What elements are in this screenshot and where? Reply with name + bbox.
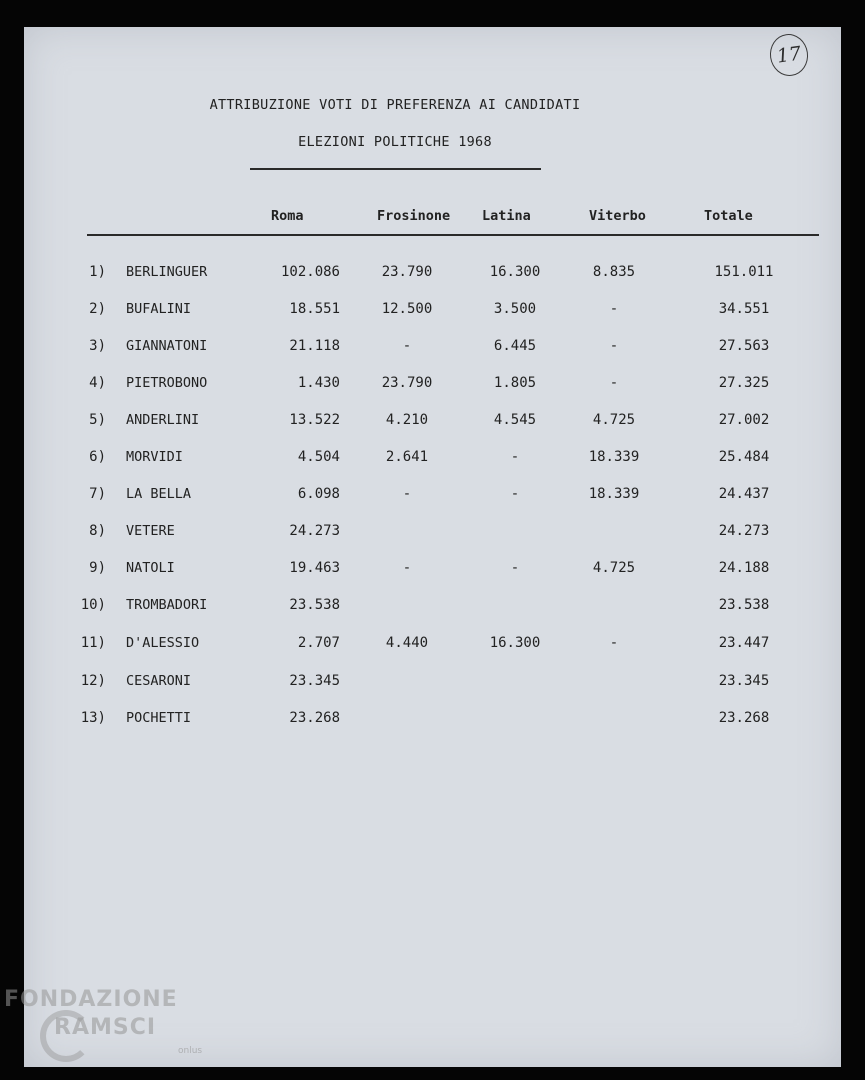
cell-name: MORVIDI	[126, 449, 183, 465]
cell-viterbo: 18.339	[588, 486, 640, 502]
cell-name: POCHETTI	[126, 710, 192, 726]
cell-roma: 24.273	[289, 523, 340, 539]
cell-name: ANDERLINI	[126, 412, 200, 428]
cell-roma: 18.551	[289, 301, 340, 317]
column-header-frosinone: Frosinone	[377, 208, 451, 224]
cell-roma: 102.086	[280, 264, 340, 280]
column-header-roma: Roma	[271, 208, 304, 224]
cell-name: BERLINGUER	[126, 264, 208, 280]
cell-viterbo: -	[609, 635, 619, 651]
cell-frosinone: -	[402, 486, 412, 502]
watermark	[4, 986, 178, 1042]
cell-roma: 23.538	[289, 597, 340, 613]
table-row	[0, 523, 865, 543]
cell-roma: 23.268	[289, 710, 340, 726]
cell-totale: 27.325	[718, 375, 770, 391]
cell-totale: 24.273	[718, 523, 770, 539]
cell-viterbo: -	[609, 338, 619, 354]
cell-name: GIANNATONI	[126, 338, 208, 354]
cell-viterbo: 8.835	[592, 264, 636, 280]
document-subtitle: ELEZIONI POLITICHE 1968	[298, 134, 492, 150]
cell-frosinone: 12.500	[381, 301, 433, 317]
watermark-line2: RAMSCI	[54, 1015, 157, 1040]
table-row	[0, 264, 865, 284]
cell-name: D'ALESSIO	[126, 635, 200, 651]
cell-latina: 3.500	[493, 301, 537, 317]
cell-totale: 23.345	[718, 673, 770, 689]
cell-roma: 23.345	[289, 673, 340, 689]
cell-totale: 23.538	[718, 597, 770, 613]
cell-n: 7)	[89, 486, 106, 502]
cell-viterbo: 18.339	[588, 449, 640, 465]
cell-n: 8)	[89, 523, 106, 539]
cell-totale: 23.447	[718, 635, 770, 651]
cell-viterbo: 4.725	[592, 412, 636, 428]
table-row	[0, 412, 865, 432]
cell-roma: 6.098	[297, 486, 340, 502]
cell-latina: -	[510, 486, 520, 502]
cell-roma: 13.522	[289, 412, 340, 428]
cell-n: 6)	[89, 449, 106, 465]
cell-frosinone: 2.641	[385, 449, 429, 465]
cell-n: 4)	[89, 375, 106, 391]
cell-viterbo: 4.725	[592, 560, 636, 576]
table-row	[0, 449, 865, 469]
cell-roma: 1.430	[297, 375, 340, 391]
cell-latina: -	[510, 560, 520, 576]
cell-name: BUFALINI	[126, 301, 192, 317]
cell-latina: 1.805	[493, 375, 537, 391]
column-header-latina: Latina	[482, 208, 531, 224]
cell-latina: 16.300	[489, 264, 541, 280]
cell-frosinone: 23.790	[381, 264, 433, 280]
cell-n: 13)	[80, 710, 106, 726]
cell-totale: 27.563	[718, 338, 770, 354]
cell-latina: 4.545	[493, 412, 537, 428]
table-row	[0, 338, 865, 358]
cell-roma: 4.504	[297, 449, 340, 465]
cell-frosinone: -	[402, 338, 412, 354]
cell-name: PIETROBONO	[126, 375, 208, 391]
column-header-viterbo: Viterbo	[589, 208, 646, 224]
cell-name: CESARONI	[126, 673, 192, 689]
cell-totale: 24.188	[718, 560, 770, 576]
cell-name: VETERE	[126, 523, 175, 539]
cell-latina: 16.300	[489, 635, 541, 651]
cell-roma: 21.118	[289, 338, 340, 354]
watermark-sub: onlus	[178, 1046, 203, 1056]
cell-roma: 2.707	[297, 635, 340, 651]
cell-n: 1)	[89, 264, 106, 280]
cell-name: TROMBADORI	[126, 597, 208, 613]
cell-n: 11)	[80, 635, 106, 651]
cell-viterbo: -	[609, 375, 619, 391]
cell-totale: 34.551	[718, 301, 770, 317]
table-row	[0, 560, 865, 580]
table-row	[0, 635, 865, 655]
cell-n: 2)	[89, 301, 106, 317]
cell-totale: 24.437	[718, 486, 770, 502]
table-row	[0, 673, 865, 693]
cell-totale: 25.484	[718, 449, 770, 465]
header-rule	[87, 234, 819, 236]
cell-n: 9)	[89, 560, 106, 576]
cell-viterbo: -	[609, 301, 619, 317]
cell-latina: 6.445	[493, 338, 537, 354]
title-underline	[250, 168, 541, 170]
watermark-line1: FONDAZIONE	[4, 987, 178, 1012]
cell-n: 5)	[89, 412, 106, 428]
page-number: 17	[767, 32, 810, 79]
cell-frosinone: 23.790	[381, 375, 433, 391]
cell-n: 12)	[80, 673, 106, 689]
cell-totale: 151.011	[714, 264, 774, 280]
cell-frosinone: 4.210	[385, 412, 429, 428]
cell-roma: 19.463	[289, 560, 340, 576]
cell-name: LA BELLA	[126, 486, 192, 502]
table-row	[0, 301, 865, 321]
cell-n: 10)	[80, 597, 106, 613]
cell-frosinone: 4.440	[385, 635, 429, 651]
document-sheet	[24, 27, 841, 1067]
cell-n: 3)	[89, 338, 106, 354]
cell-totale: 27.002	[718, 412, 770, 428]
table-row	[0, 486, 865, 506]
cell-name: NATOLI	[126, 560, 175, 576]
table-row	[0, 597, 865, 617]
document-title: ATTRIBUZIONE VOTI DI PREFERENZA AI CANDIDATI	[209, 97, 581, 113]
table-row	[0, 375, 865, 395]
cell-frosinone: -	[402, 560, 412, 576]
cell-latina: -	[510, 449, 520, 465]
cell-totale: 23.268	[718, 710, 770, 726]
column-header-totale: Totale	[704, 208, 753, 224]
table-row	[0, 710, 865, 730]
